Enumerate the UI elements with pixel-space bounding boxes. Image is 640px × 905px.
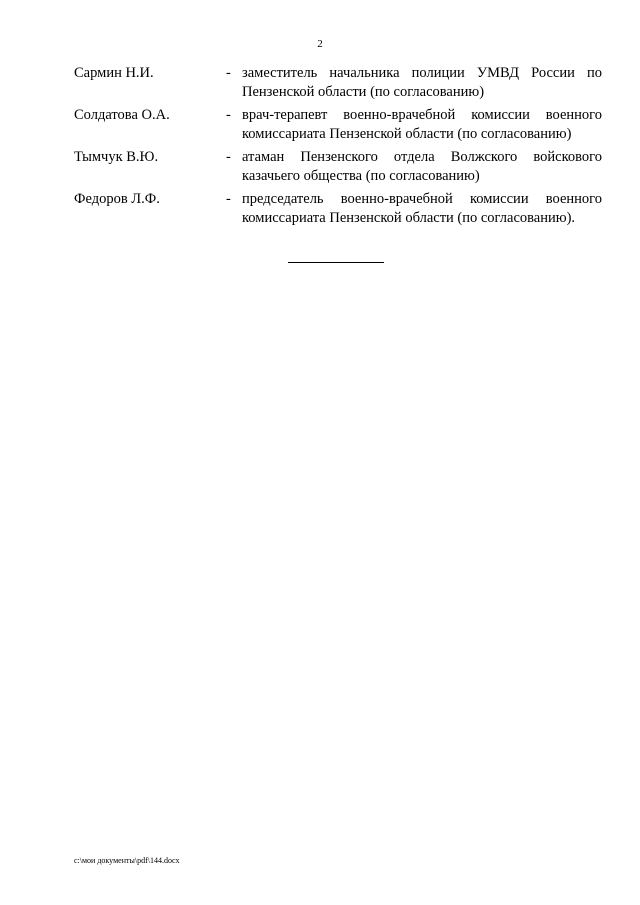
member-name: Федоров Л.Ф. <box>74 191 160 207</box>
footer-file-path: c:\мои документы\pdf\144.docx <box>74 856 180 865</box>
member-position: атаман Пензенского отдела Волжского войскового казачьего общества (по согласованию) <box>242 149 602 184</box>
member-position: председатель военно-врачебной комиссии военного комиссариата Пензенской области (по согласованию). <box>242 191 602 226</box>
member-name: Тымчук В.Ю. <box>74 149 159 165</box>
dash-separator: - <box>226 65 231 81</box>
list-item <box>74 106 604 144</box>
list-item <box>74 190 604 228</box>
end-divider <box>288 262 384 263</box>
member-position: врач-терапевт военно-врачебной комиссии военного комиссариата Пензенской области (по согласованию) <box>242 107 602 142</box>
dash-separator: - <box>226 107 231 123</box>
member-name: Солдатова О.А. <box>74 107 170 123</box>
member-position: заместитель начальника полиции УМВД России по Пензенской области (по согласованию) <box>242 65 602 100</box>
member-name: Сармин Н.И. <box>74 65 154 81</box>
list-item <box>74 148 604 186</box>
members-list <box>74 64 604 232</box>
dash-separator: - <box>226 191 231 207</box>
dash-separator: - <box>226 149 231 165</box>
page-number: 2 <box>317 38 323 50</box>
list-item <box>74 64 604 102</box>
